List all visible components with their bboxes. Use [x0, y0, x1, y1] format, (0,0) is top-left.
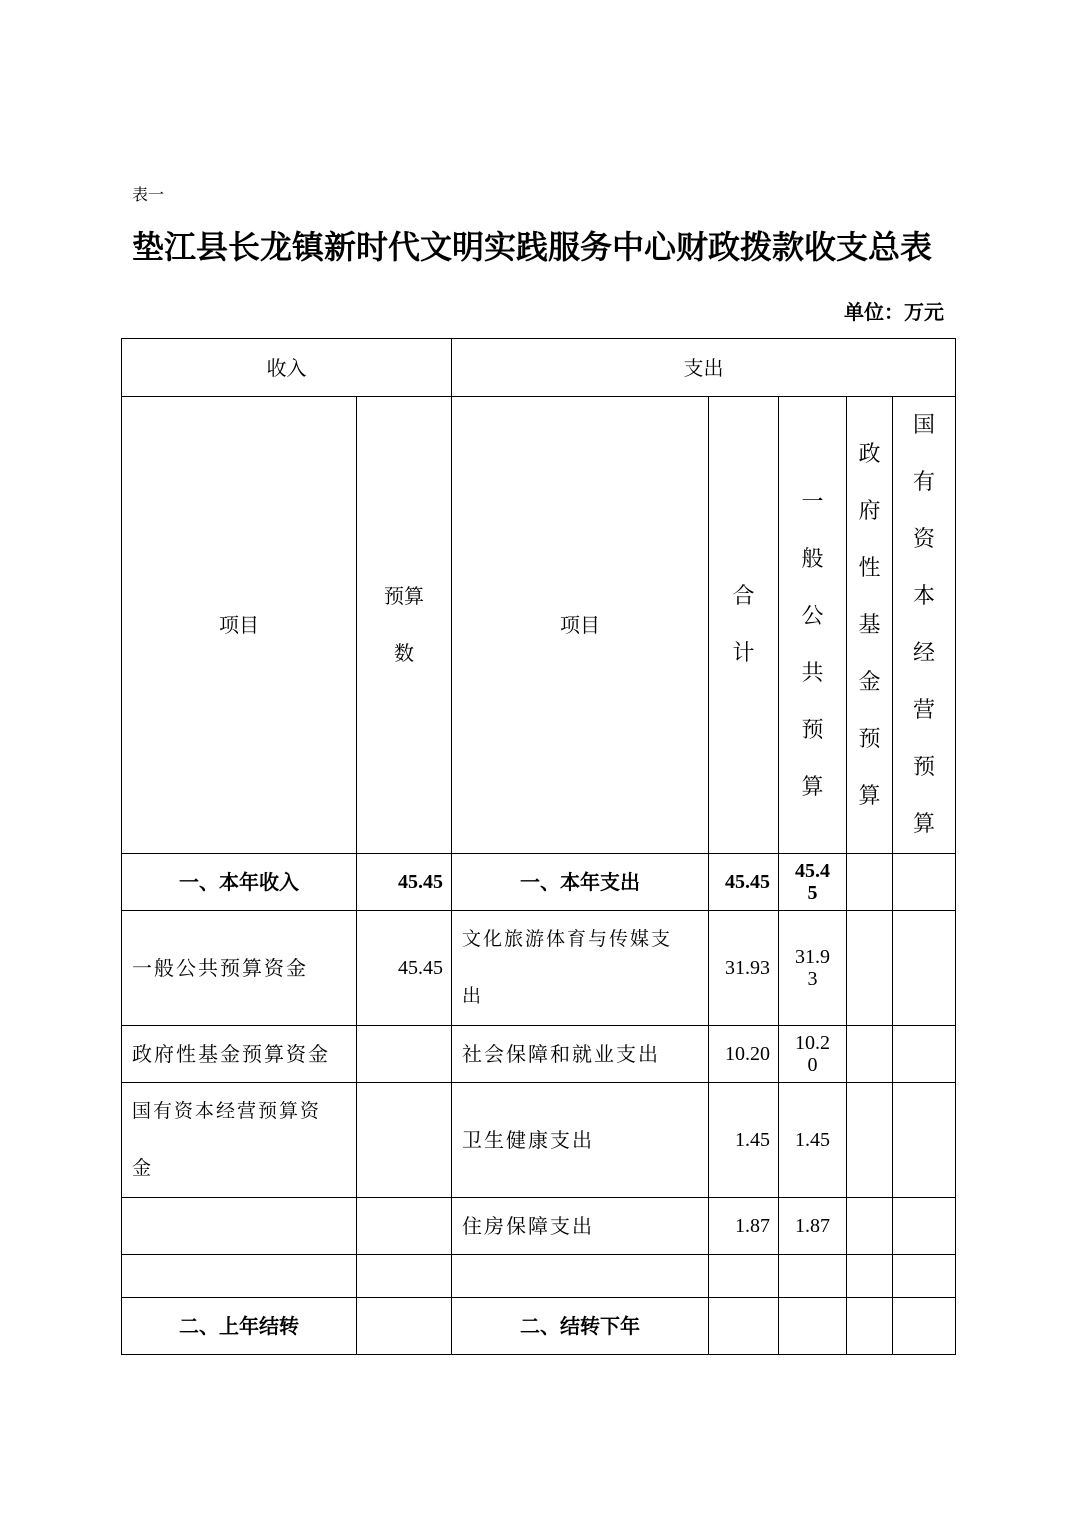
table-row [122, 1255, 956, 1298]
exp-item-cell: 二、结转下年 [452, 1298, 709, 1355]
income-item-cell: 政府性基金预算资金 [122, 1026, 357, 1083]
exp-general-cell: 1.45 [779, 1083, 847, 1198]
exp-general-cell: 1.87 [779, 1198, 847, 1255]
income-amount-cell [357, 1083, 452, 1198]
income-amount-cell: 45.45 [357, 854, 452, 911]
empty-cell [452, 1255, 709, 1298]
income-amount-cell [357, 1026, 452, 1083]
table-row [122, 854, 956, 911]
income-item-cell: 一般公共预算资金 [122, 911, 357, 1026]
income-budget-header: 预算 数 [357, 397, 452, 854]
header-row-top [122, 339, 956, 397]
exp-item-cell: 社会保障和就业支出 [452, 1026, 709, 1083]
exp-fund-cell [847, 1198, 893, 1255]
exp-fund-cell [847, 911, 893, 1026]
exp-fund-header: 政 府 性 基 金 预 算 [847, 397, 893, 854]
income-item-cell: 二、上年结转 [122, 1298, 357, 1355]
exp-item-cell: 文化旅游体育与传媒支 出 [452, 911, 709, 1026]
exp-total-cell: 1.87 [709, 1198, 779, 1255]
exp-state-header: 国 有 资 本 经 营 预 算 [893, 397, 956, 854]
header-row-columns [122, 397, 956, 854]
exp-general-cell [779, 1298, 847, 1355]
exp-total-header: 合 计 [709, 397, 779, 854]
income-item-cell: 国有资本经营预算资 金 [122, 1083, 357, 1198]
exp-state-cell [893, 1026, 956, 1083]
table-row [122, 1298, 956, 1355]
income-item-cell [122, 1198, 357, 1255]
exp-total-cell: 45.45 [709, 854, 779, 911]
income-amount-cell [357, 1198, 452, 1255]
exp-general-cell: 31.9 3 [779, 911, 847, 1026]
exp-total-cell: 31.93 [709, 911, 779, 1026]
exp-item-cell: 卫生健康支出 [452, 1083, 709, 1198]
expenditure-header: 支出 [452, 339, 956, 397]
exp-fund-cell [847, 1298, 893, 1355]
exp-general-cell: 45.4 5 [779, 854, 847, 911]
page-title: 垫江县长龙镇新时代文明实践服务中心财政拨款收支总表 [132, 228, 933, 266]
exp-state-cell [893, 1083, 956, 1198]
empty-cell [709, 1255, 779, 1298]
income-amount-cell: 45.45 [357, 911, 452, 1026]
exp-item-header: 项目 [452, 397, 709, 854]
exp-general-header: 一 般 公 共 预 算 [779, 397, 847, 854]
empty-cell [357, 1255, 452, 1298]
table-row [122, 911, 956, 1026]
exp-total-cell [709, 1298, 779, 1355]
exp-general-cell: 10.2 0 [779, 1026, 847, 1083]
exp-state-cell [893, 911, 956, 1026]
income-item-cell: 一、本年收入 [122, 854, 357, 911]
empty-cell [847, 1255, 893, 1298]
exp-fund-cell [847, 854, 893, 911]
exp-total-cell: 10.20 [709, 1026, 779, 1083]
exp-item-cell: 住房保障支出 [452, 1198, 709, 1255]
unit-label: 单位：万元 [844, 300, 944, 324]
exp-state-cell [893, 854, 956, 911]
empty-cell [122, 1255, 357, 1298]
exp-fund-cell [847, 1083, 893, 1198]
income-amount-cell [357, 1298, 452, 1355]
exp-fund-cell [847, 1026, 893, 1083]
table-row [122, 1198, 956, 1255]
budget-table [121, 338, 956, 1355]
empty-cell [779, 1255, 847, 1298]
income-item-header: 项目 [122, 397, 357, 854]
table-row [122, 1026, 956, 1083]
exp-state-cell [893, 1198, 956, 1255]
exp-state-cell [893, 1298, 956, 1355]
exp-total-cell: 1.45 [709, 1083, 779, 1198]
table-label: 表一 [132, 185, 165, 204]
empty-cell [893, 1255, 956, 1298]
income-header: 收入 [122, 339, 452, 397]
table-row [122, 1083, 956, 1198]
exp-item-cell: 一、本年支出 [452, 854, 709, 911]
